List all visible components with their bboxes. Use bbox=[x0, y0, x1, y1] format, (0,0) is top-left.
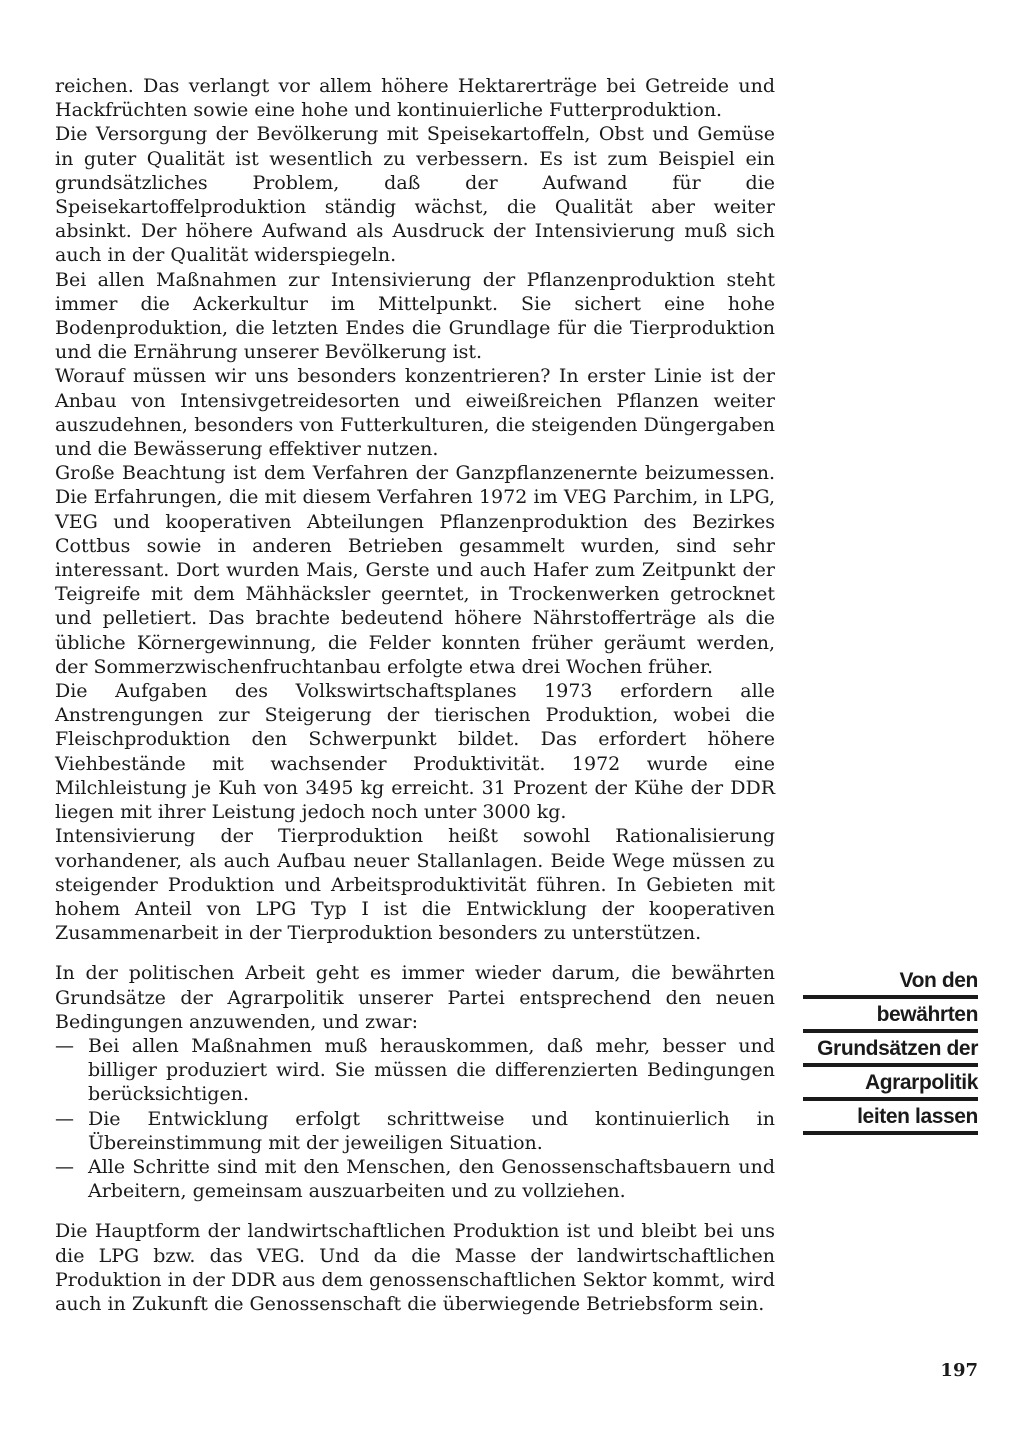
paragraph: Worauf müssen wir uns besonders konzentrieren? In erster Linie ist der Anbau von Intensivgetreidesorten und eiweißreichen Pflanzen weiter auszudehnen, besonders von Futterkulturen, die steigenden Düngergaben und die Bewässerung effektiver nutzen. bbox=[55, 365, 775, 461]
heading-rule bbox=[803, 1029, 978, 1033]
heading-rule bbox=[803, 1063, 978, 1067]
margin-heading bbox=[803, 968, 978, 1138]
margin-heading-line: Von den bbox=[899, 969, 978, 992]
margin-heading-line: leiten lassen bbox=[857, 1105, 978, 1128]
list-item bbox=[55, 1155, 775, 1203]
dash-bullet: — bbox=[55, 1107, 74, 1130]
heading-rule bbox=[803, 1097, 978, 1101]
paragraph: Die Aufgaben des Volkswirtschaftsplanes 1973 erfordern alle Anstrengungen zur Steigerung der tierischen Produktion, wobei die Fleischproduktion den Schwerpunkt bildet. Das erfordert höhere Viehbestände mit wachsender Produktivität. 1972 wurde eine Milchleistung je Kuh von 3495 kg erreicht. 31 Prozent der Kühe der DDR liegen mit ihrer Leistung jedoch noch unter 3000 kg. bbox=[55, 680, 775, 824]
paragraph: reichen. Das verlangt vor allem höhere Hektarerträge bei Getreide und Hackfrüchten sowie eine hohe und kontinuierliche Futterproduktion. bbox=[55, 75, 775, 122]
paragraph: Die Versorgung der Bevölkerung mit Speisekartoffeln, Obst und Gemüse in guter Qualität ist wesentlich zu verbessern. Es ist zum Beispiel ein grundsätzliches Problem, daß der Aufwand für die Speisekartoffelproduktion ständig wächst, die Qualität aber weiter absinkt. Der höhere Aufwand als Ausdruck der Intensivierung muß sich auch in der Qualität widerspiegeln. bbox=[55, 123, 775, 267]
margin-heading-line: Agrarpolitik bbox=[864, 1071, 978, 1094]
margin-heading-line: Grundsätzen der bbox=[817, 1037, 978, 1060]
list-item bbox=[55, 1034, 775, 1107]
list-item-text: Bei allen Maßnahmen muß herauskommen, daß mehr, besser und billiger produziert wird. Sie müssen die differenzierten Bedingungen berücksichtigen. bbox=[88, 1034, 775, 1106]
page-number: 197 bbox=[940, 1360, 978, 1381]
list-item-text: Alle Schritte sind mit den Menschen, den Genossenschaftsbauern und Arbeitern, gemeinsam auszuarbeiten und zu vollziehen. bbox=[88, 1155, 775, 1203]
dash-bullet: — bbox=[55, 1034, 74, 1057]
paragraph: Bei allen Maßnahmen zur Intensivierung der Pflanzenproduktion steht immer die Ackerkultur im Mittelpunkt. Sie sichert eine hohe Bodenproduktion, die letzten Endes die Grundlage für die Tierproduktion und die Ernährung unserer Bevölkerung ist. bbox=[55, 268, 775, 364]
heading-rule bbox=[803, 1131, 978, 1135]
closing-paragraph: Die Hauptform der landwirtschaftlichen Produktion ist und bleibt bei uns die LPG bzw. das VEG. Und da die Masse der landwirtschaftlichen Produktion in der DDR aus dem genossenschaftlichen Sektor kommt, wird auch in Zukunft die Genossenschaft die überwiegende Betriebsform sein. bbox=[55, 1220, 775, 1315]
heading-rule bbox=[803, 995, 978, 999]
margin-heading-line: bewährten bbox=[876, 1003, 978, 1026]
principles-list bbox=[55, 1034, 775, 1203]
dash-bullet: — bbox=[55, 1155, 74, 1178]
list-item-text: Die Entwicklung erfolgt schrittweise und kontinuierlich in Übereinstimmung mit der jeweiligen Situation. bbox=[88, 1107, 775, 1154]
paragraph: Große Beachtung ist dem Verfahren der Ganzpflanzenernte beizumessen. Die Erfahrungen, die mit diesem Verfahren 1972 im VEG Parchim, in LPG, VEG und kooperativen Abteilungen Pflanzenproduktion des Bezirkes Cottbus sowie in anderen Betrieben gesammelt wurden, sind sehr interessant. Dort wurden Mais, Gerste und auch Hafer zum Zeitpunkt der Teigreife mit dem Mähhäcksler geerntet, in Trockenwerken getrocknet und pelletiert. Das brachte bedeutend höhere Nährstofferträge als die übliche Körnergewinnung, die Felder konnten früher geräumt werden, der Sommerzwischenfruchtanbau erfolgte etwa drei Wochen früher. bbox=[55, 462, 775, 678]
main-text-column bbox=[55, 74, 775, 1316]
list-intro-paragraph: In der politischen Arbeit geht es immer wieder darum, die bewährten Grundsätze der Agrarpolitik unserer Partei entsprechend den neuen Bedingungen anzuwenden, und zwar: bbox=[55, 962, 775, 1033]
paragraph: Intensivierung der Tierproduktion heißt sowohl Rationalisierung vorhandener, als auch Aufbau neuer Stallanlagen. Beide Wege müssen zu steigender Produktion und Arbeitsproduktivität führen. In Gebieten mit hohem Anteil von LPG Typ I ist die Entwicklung der kooperativen Zusammenarbeit in der Tierproduktion besonders zu unterstützen. bbox=[55, 825, 775, 945]
list-item bbox=[55, 1107, 775, 1155]
